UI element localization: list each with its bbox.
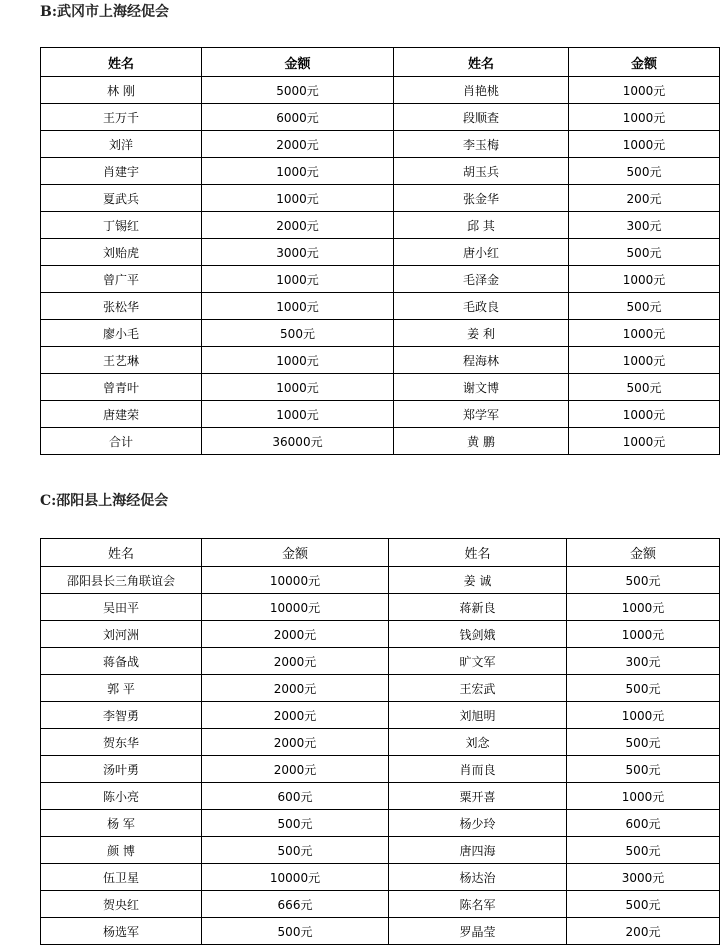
name-1-cell: 林 刚 bbox=[41, 77, 202, 104]
name-2-cell: 唐小红 bbox=[394, 239, 569, 266]
name-2-cell: 段顺查 bbox=[394, 104, 569, 131]
name-1-cell: 唐建荣 bbox=[41, 401, 202, 428]
name-1-cell: 刘贻虎 bbox=[41, 239, 202, 266]
table-row bbox=[41, 104, 720, 131]
amount-2-cell: 1000元 bbox=[567, 702, 720, 729]
table-row bbox=[41, 320, 720, 347]
amount-1-cell: 5000元 bbox=[202, 77, 394, 104]
table-row bbox=[41, 131, 720, 158]
amount-2-cell: 500元 bbox=[567, 675, 720, 702]
name-1-cell: 陈小亮 bbox=[41, 783, 202, 810]
amount-2-cell: 500元 bbox=[567, 756, 720, 783]
section-b-title: B:武冈市上海经促会 bbox=[40, 4, 170, 20]
amount-1-cell: 10000元 bbox=[202, 567, 389, 594]
amount-2-cell: 500元 bbox=[569, 374, 720, 401]
header-name-2: 姓名 bbox=[389, 539, 567, 567]
amount-2-cell: 1000元 bbox=[569, 266, 720, 293]
amount-1-cell: 2000元 bbox=[202, 756, 389, 783]
table-row bbox=[41, 77, 720, 104]
amount-1-cell: 1000元 bbox=[202, 374, 394, 401]
name-2-cell: 张金华 bbox=[394, 185, 569, 212]
name-1-cell: 贺央红 bbox=[41, 891, 202, 918]
table-row bbox=[41, 756, 720, 783]
name-2-cell: 谢文博 bbox=[394, 374, 569, 401]
amount-2-cell: 1000元 bbox=[569, 104, 720, 131]
name-2-cell: 钱剑娥 bbox=[389, 621, 567, 648]
name-2-cell: 肖艳桃 bbox=[394, 77, 569, 104]
name-2-cell: 姜 利 bbox=[394, 320, 569, 347]
name-1-cell: 颜 博 bbox=[41, 837, 202, 864]
name-1-cell: 郭 平 bbox=[41, 675, 202, 702]
name-1-cell: 伍卫星 bbox=[41, 864, 202, 891]
name-1-cell: 杨 军 bbox=[41, 810, 202, 837]
amount-1-cell: 6000元 bbox=[202, 104, 394, 131]
amount-1-cell: 2000元 bbox=[202, 648, 389, 675]
header-name-1: 姓名 bbox=[41, 539, 202, 567]
amount-1-cell: 2000元 bbox=[202, 212, 394, 239]
amount-2-cell: 500元 bbox=[567, 891, 720, 918]
amount-1-cell: 1000元 bbox=[202, 347, 394, 374]
amount-2-cell: 500元 bbox=[569, 239, 720, 266]
table-row bbox=[41, 239, 720, 266]
donation-table-c bbox=[40, 538, 720, 945]
name-2-cell: 姜 诚 bbox=[389, 567, 567, 594]
header-name-2: 姓名 bbox=[394, 48, 569, 77]
table-row bbox=[41, 347, 720, 374]
amount-2-cell: 1000元 bbox=[569, 320, 720, 347]
amount-1-cell: 2000元 bbox=[202, 702, 389, 729]
amount-1-cell: 1000元 bbox=[202, 401, 394, 428]
table-row bbox=[41, 401, 720, 428]
table-c-header-row bbox=[41, 539, 720, 567]
amount-1-cell: 2000元 bbox=[202, 131, 394, 158]
amount-1-cell: 500元 bbox=[202, 810, 389, 837]
amount-1-cell: 500元 bbox=[202, 918, 389, 945]
amount-2-cell: 500元 bbox=[569, 158, 720, 185]
amount-1-cell: 500元 bbox=[202, 320, 394, 347]
name-1-cell: 曾青叶 bbox=[41, 374, 202, 401]
amount-1-cell: 1000元 bbox=[202, 185, 394, 212]
table-row bbox=[41, 648, 720, 675]
name-1-cell: 夏武兵 bbox=[41, 185, 202, 212]
name-2-cell: 蒋新良 bbox=[389, 594, 567, 621]
amount-2-cell: 1000元 bbox=[569, 347, 720, 374]
name-1-cell: 汤叶勇 bbox=[41, 756, 202, 783]
amount-2-cell: 600元 bbox=[567, 810, 720, 837]
name-2-cell: 刘旭明 bbox=[389, 702, 567, 729]
table-row bbox=[41, 864, 720, 891]
table-row bbox=[41, 783, 720, 810]
amount-2-cell: 300元 bbox=[567, 648, 720, 675]
name-2-cell: 胡玉兵 bbox=[394, 158, 569, 185]
amount-1-cell: 36000元 bbox=[202, 428, 394, 455]
amount-2-cell: 1000元 bbox=[569, 401, 720, 428]
amount-2-cell: 500元 bbox=[567, 729, 720, 756]
table-row bbox=[41, 567, 720, 594]
name-1-cell: 吴田平 bbox=[41, 594, 202, 621]
name-2-cell: 毛政良 bbox=[394, 293, 569, 320]
table-row bbox=[41, 293, 720, 320]
amount-2-cell: 500元 bbox=[567, 837, 720, 864]
amount-1-cell: 2000元 bbox=[202, 675, 389, 702]
donation-table-b bbox=[40, 47, 720, 455]
table-row bbox=[41, 675, 720, 702]
header-amount-1: 金额 bbox=[202, 539, 389, 567]
name-1-cell: 贺东华 bbox=[41, 729, 202, 756]
name-1-cell: 合计 bbox=[41, 428, 202, 455]
header-amount-2: 金额 bbox=[567, 539, 720, 567]
amount-1-cell: 1000元 bbox=[202, 293, 394, 320]
table-row bbox=[41, 918, 720, 945]
name-2-cell: 杨少玲 bbox=[389, 810, 567, 837]
table-row bbox=[41, 185, 720, 212]
amount-2-cell: 200元 bbox=[567, 918, 720, 945]
name-1-cell: 廖小毛 bbox=[41, 320, 202, 347]
name-2-cell: 肖而良 bbox=[389, 756, 567, 783]
table-row bbox=[41, 158, 720, 185]
amount-2-cell: 500元 bbox=[569, 293, 720, 320]
name-2-cell: 粟开喜 bbox=[389, 783, 567, 810]
amount-1-cell: 2000元 bbox=[202, 729, 389, 756]
table-row bbox=[41, 702, 720, 729]
amount-2-cell: 1000元 bbox=[569, 428, 720, 455]
name-1-cell: 丁锡红 bbox=[41, 212, 202, 239]
name-2-cell: 罗晶莹 bbox=[389, 918, 567, 945]
name-1-cell: 刘洋 bbox=[41, 131, 202, 158]
amount-1-cell: 2000元 bbox=[202, 621, 389, 648]
name-2-cell: 黄 鹏 bbox=[394, 428, 569, 455]
amount-2-cell: 1000元 bbox=[567, 594, 720, 621]
name-1-cell: 蒋备战 bbox=[41, 648, 202, 675]
amount-1-cell: 600元 bbox=[202, 783, 389, 810]
amount-2-cell: 1000元 bbox=[569, 77, 720, 104]
name-2-cell: 刘念 bbox=[389, 729, 567, 756]
name-1-cell: 刘河洲 bbox=[41, 621, 202, 648]
name-2-cell: 唐四海 bbox=[389, 837, 567, 864]
amount-2-cell: 200元 bbox=[569, 185, 720, 212]
name-1-cell: 杨选军 bbox=[41, 918, 202, 945]
table-row bbox=[41, 374, 720, 401]
table-row bbox=[41, 891, 720, 918]
table-row bbox=[41, 266, 720, 293]
name-1-cell: 张松华 bbox=[41, 293, 202, 320]
table-row bbox=[41, 212, 720, 239]
table-row bbox=[41, 621, 720, 648]
amount-2-cell: 500元 bbox=[567, 567, 720, 594]
amount-2-cell: 1000元 bbox=[567, 783, 720, 810]
header-amount-1: 金额 bbox=[202, 48, 394, 77]
amount-2-cell: 300元 bbox=[569, 212, 720, 239]
table-row bbox=[41, 729, 720, 756]
name-2-cell: 邱 其 bbox=[394, 212, 569, 239]
name-2-cell: 旷文军 bbox=[389, 648, 567, 675]
name-2-cell: 程海林 bbox=[394, 347, 569, 374]
amount-2-cell: 3000元 bbox=[567, 864, 720, 891]
table-row bbox=[41, 837, 720, 864]
name-1-cell: 李智勇 bbox=[41, 702, 202, 729]
amount-1-cell: 3000元 bbox=[202, 239, 394, 266]
amount-1-cell: 10000元 bbox=[202, 864, 389, 891]
amount-2-cell: 1000元 bbox=[567, 621, 720, 648]
table-row bbox=[41, 594, 720, 621]
header-amount-2: 金额 bbox=[569, 48, 720, 77]
name-1-cell: 曾广平 bbox=[41, 266, 202, 293]
amount-1-cell: 1000元 bbox=[202, 266, 394, 293]
name-2-cell: 毛泽金 bbox=[394, 266, 569, 293]
name-2-cell: 杨达治 bbox=[389, 864, 567, 891]
name-1-cell: 王艺琳 bbox=[41, 347, 202, 374]
name-1-cell: 邵阳县长三角联谊会 bbox=[41, 567, 202, 594]
name-1-cell: 王万千 bbox=[41, 104, 202, 131]
amount-2-cell: 1000元 bbox=[569, 131, 720, 158]
name-2-cell: 郑学军 bbox=[394, 401, 569, 428]
header-name-1: 姓名 bbox=[41, 48, 202, 77]
amount-1-cell: 10000元 bbox=[202, 594, 389, 621]
amount-1-cell: 1000元 bbox=[202, 158, 394, 185]
name-2-cell: 陈名军 bbox=[389, 891, 567, 918]
name-2-cell: 李玉梅 bbox=[394, 131, 569, 158]
amount-1-cell: 500元 bbox=[202, 837, 389, 864]
table-b-header-row bbox=[41, 48, 720, 77]
section-c-title: C:邵阳县上海经促会 bbox=[40, 493, 169, 509]
table-row bbox=[41, 810, 720, 837]
name-2-cell: 王宏武 bbox=[389, 675, 567, 702]
name-1-cell: 肖建宇 bbox=[41, 158, 202, 185]
table-row bbox=[41, 428, 720, 455]
amount-1-cell: 666元 bbox=[202, 891, 389, 918]
